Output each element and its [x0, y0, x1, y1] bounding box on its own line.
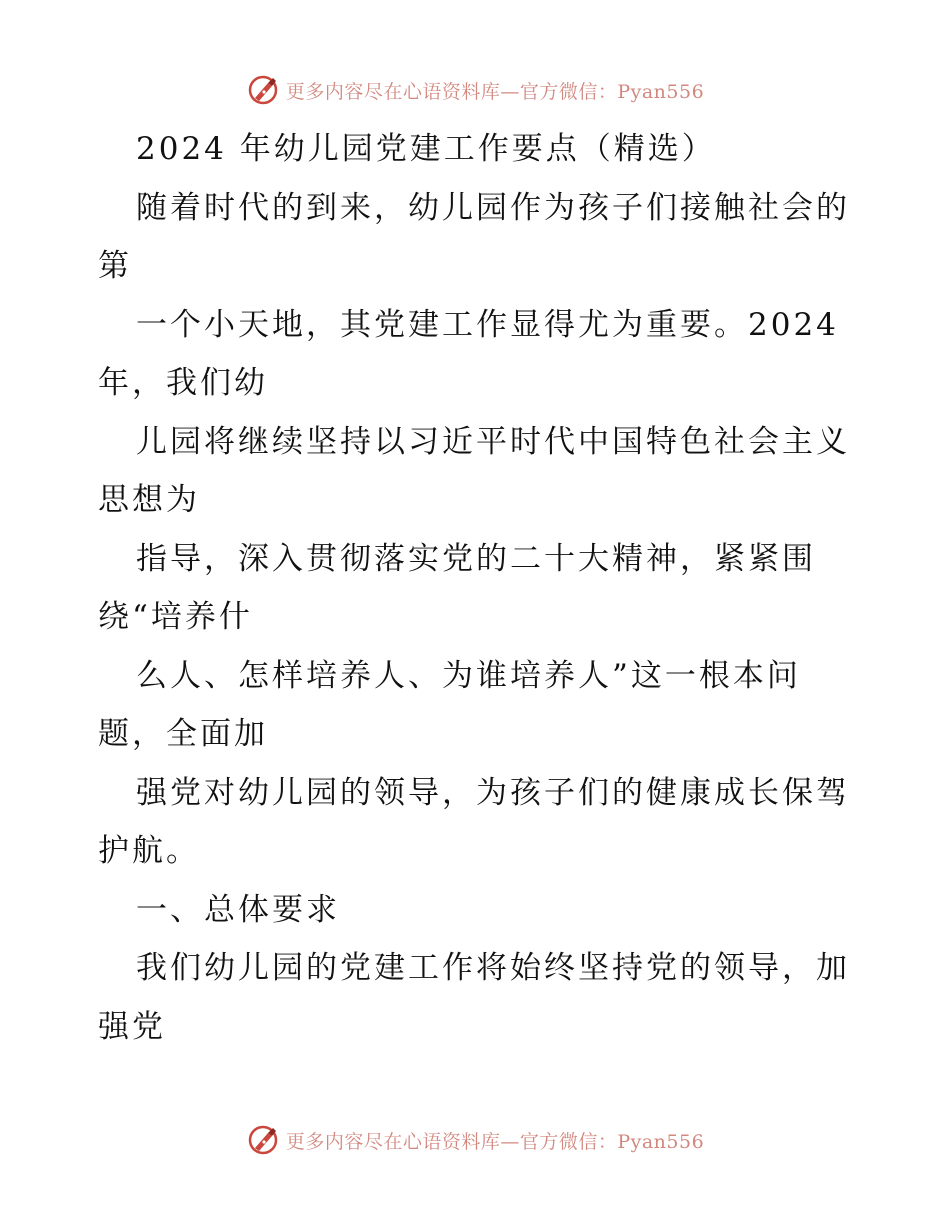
paragraph-line: 儿园将继续坚持以习近平时代中国特色社会主义: [136, 423, 850, 460]
document-title: 2024 年幼儿园党建工作要点（精选）: [136, 131, 716, 167]
paragraph-line: 指导，深入贯彻落实党的二十大精神，紧紧围: [136, 540, 816, 577]
paragraph-line: 一个小天地，其党建工作显得尤为重要。2024: [136, 306, 839, 343]
paragraph-line: 题，全面加: [98, 716, 268, 752]
header-banner: [0, 70, 950, 110]
section-heading: 一、总体要求: [136, 891, 340, 928]
pen-nib-circle-icon: [246, 1123, 280, 1157]
paragraph-line: 随着时代的到来，幼儿园作为孩子们接触社会的: [136, 189, 850, 226]
paragraph-line: 年，我们幼: [98, 365, 268, 401]
paragraph-line: 绕“培养什: [98, 599, 253, 635]
paragraph-line: 么人、怎样培养人、为谁培养人”这一根本问: [136, 657, 801, 694]
footer-banner-text: 更多内容尽在心语资料库—官方微信：Pyan556: [285, 1130, 705, 1153]
paragraph-line: 强党对幼儿园的领导，为孩子们的健康成长保驾: [136, 774, 850, 811]
paragraph-line: 我们幼儿园的党建工作将始终坚持党的领导，加: [136, 950, 850, 986]
header-banner-text: 更多内容尽在心语资料库—官方微信：Pyan556: [285, 80, 705, 103]
paragraph-line: 强党: [98, 1008, 166, 1045]
paragraph-line: 思想为: [98, 482, 200, 518]
pen-nib-circle-icon: [246, 73, 280, 107]
paragraph-line: 第: [98, 248, 132, 284]
paragraph-line: 护航。: [98, 833, 200, 869]
document-body: [98, 120, 858, 1056]
footer-banner: [0, 1120, 950, 1160]
